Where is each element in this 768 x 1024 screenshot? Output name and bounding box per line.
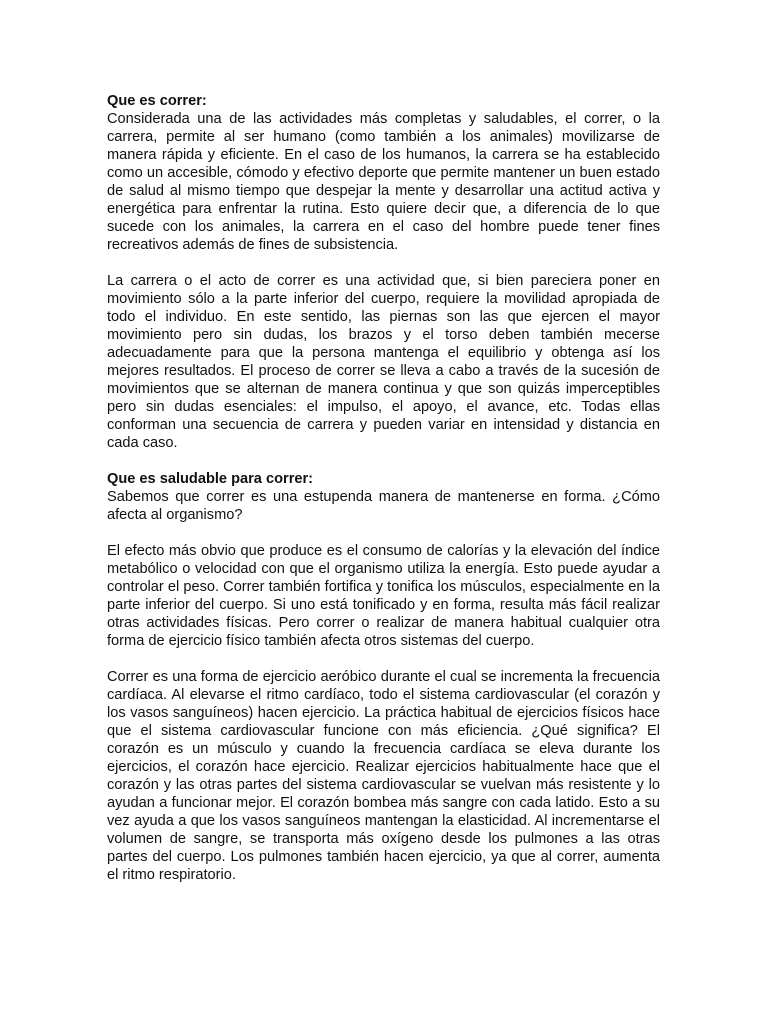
section-heading-saludable: Que es saludable para correr: [107,471,314,487]
paragraph-efecto-calorias: El efecto más obvio que produce es el consumo de calorías y la elevación del índice metabólico o velocidad con que el organismo utiliza la energía. Esto puede ayudar a controlar el peso. Correr también fortifica y tonifica los músculos, especialmente en la parte inferior del cuerpo. Si uno está tonificado y en forma, resulta más fácil realizar otras actividades físicas. Pero correr o realizar de manera habitual cualquier otra forma de ejercicio físico también afecta otros sistemas del cuerpo. [107,543,660,649]
paragraph-spacer [107,524,660,542]
paragraph-spacer [107,452,660,470]
paragraph-movimiento-carrera: La carrera o el acto de correr es una actividad que, si bien pareciera poner en movimiento sólo a la parte inferior del cuerpo, requiere la movilidad apropiada de todo el individuo. En este sentido, las piernas son las que ejercen el mayor movimiento pero sin dudas, los brazos y el torso deben también mecerse adecuadamente para que la persona mantenga el equilibrio y obtenga así los mejores resultados. El proceso de correr se lleva a cabo a través de la sucesión de movimientos que se alternan de manera continua y que son quizás imperceptibles pero sin dudas esenciales: el impulso, el apoyo, el avance, etc. Todas ellas conforman una secuencia de carrera y pueden variar en intensidad y distancia en cada caso. [107,273,660,451]
paragraph-introduccion-organismo: Sabemos que correr es una estupenda manera de mantenerse en forma. ¿Cómo afecta al organismo? [107,489,660,523]
section-heading-que-es-correr: Que es correr: [107,93,207,109]
paragraph-spacer [107,254,660,272]
paragraph-spacer [107,650,660,668]
paragraph-ejercicio-aerobico: Correr es una forma de ejercicio aeróbico durante el cual se incrementa la frecuencia cardíaca. Al elevarse el ritmo cardíaco, todo el sistema cardiovascular (el corazón y los vasos sanguíneos) hacen ejercicio. La práctica habitual de ejercicios físicos hace que el sistema cardiovascular funcione con más eficiencia. ¿Qué significa? El corazón es un músculo y cuando la frecuencia cardíaca se eleva durante los ejercicios, el corazón hace ejercicio. Realizar ejercicios habitualmente hace que el corazón y las otras partes del sistema cardiovascular se vuelvan más resistente y lo ayudan a funcionar mejor. El corazón bombea más sangre con cada latido. Esto a su vez ayuda a que los vasos sanguíneos mantengan la elasticidad. Al incrementarse el volumen de sangre, se transporta más oxígeno desde los pulmones a las otras partes del cuerpo. Los pulmones también hacen ejercicio, ya que al correr, aumenta el ritmo respiratorio. [107,669,660,883]
document-body [107,92,660,884]
paragraph-definicion-correr: Considerada una de las actividades más completas y saludables, el correr, o la carrera, permite al ser humano (como también a los animales) movilizarse de manera rápida y eficiente. En el caso de los humanos, la carrera se ha establecido como un accesible, cómodo y efectivo deporte que permite mantener un buen estado de salud al mismo tiempo que despejar la mente y desarrollar una actitud activa y energética para enfrentar la rutina. Esto quiere decir que, a diferencia de lo que sucede con los animales, la carrera en el caso del hombre puede tener fines recreativos además de fines de subsistencia. [107,111,660,253]
